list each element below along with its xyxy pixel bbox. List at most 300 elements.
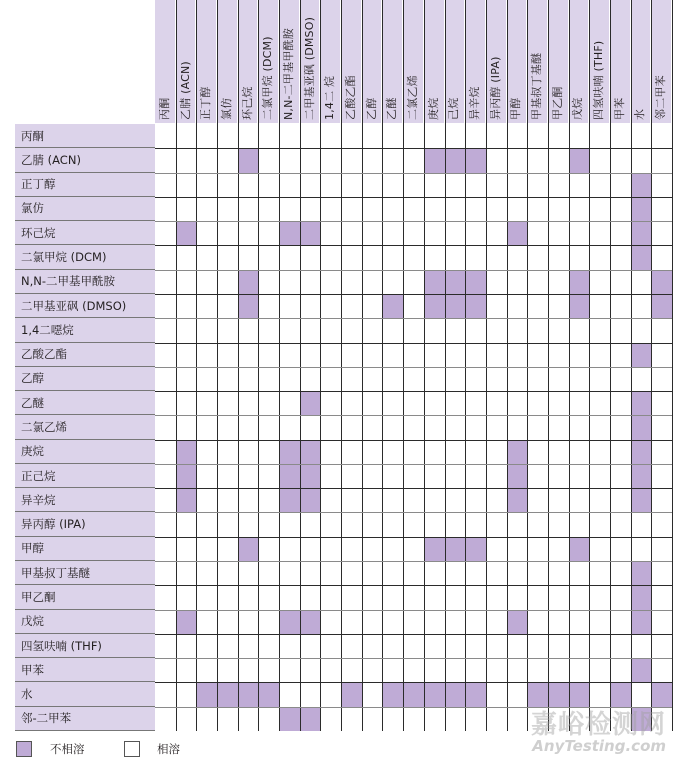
- cell-miscible: [403, 124, 424, 148]
- cell-miscible: [341, 294, 362, 318]
- column-header: [651, 0, 672, 123]
- cell-miscible: [196, 173, 217, 197]
- cell-immiscible: [424, 682, 445, 706]
- cell-miscible: [176, 270, 197, 294]
- cell-miscible: [610, 488, 631, 512]
- cell-immiscible: [300, 440, 321, 464]
- column-header: [569, 0, 590, 123]
- cell-miscible: [238, 318, 259, 342]
- cell-miscible: [320, 343, 341, 367]
- column-header-label: 乙醚: [385, 97, 399, 120]
- cell-miscible: [238, 440, 259, 464]
- cell-miscible: [403, 148, 424, 172]
- cell-miscible: [631, 270, 652, 294]
- cell-miscible: [155, 488, 176, 512]
- cell-miscible: [424, 512, 445, 536]
- grid-vline: [424, 0, 425, 731]
- cell-miscible: [589, 245, 610, 269]
- column-header-label: 异辛烷: [468, 86, 482, 120]
- grid-vline: [176, 0, 177, 731]
- cell-miscible: [196, 391, 217, 415]
- cell-miscible: [238, 343, 259, 367]
- cell-miscible: [589, 367, 610, 391]
- cell-miscible: [217, 221, 238, 245]
- cell-immiscible: [238, 294, 259, 318]
- column-header: [196, 0, 217, 123]
- cell-miscible: [548, 318, 569, 342]
- cell-immiscible: [238, 270, 259, 294]
- column-header-label: 甲醇: [509, 97, 523, 120]
- cell-immiscible: [341, 682, 362, 706]
- cell-miscible: [341, 512, 362, 536]
- cell-miscible: [507, 512, 528, 536]
- cell-miscible: [424, 488, 445, 512]
- cell-miscible: [217, 610, 238, 634]
- cell-miscible: [238, 464, 259, 488]
- cell-miscible: [548, 634, 569, 658]
- cell-miscible: [445, 707, 466, 731]
- cell-miscible: [176, 245, 197, 269]
- column-header: [631, 0, 652, 123]
- cell-miscible: [445, 318, 466, 342]
- grid-hline: [155, 658, 672, 659]
- cell-miscible: [217, 391, 238, 415]
- cell-miscible: [548, 245, 569, 269]
- cell-miscible: [341, 343, 362, 367]
- cell-miscible: [631, 537, 652, 561]
- cell-miscible: [341, 197, 362, 221]
- cell-immiscible: [176, 610, 197, 634]
- cell-miscible: [176, 415, 197, 439]
- cell-miscible: [382, 610, 403, 634]
- cell-miscible: [320, 415, 341, 439]
- cell-miscible: [382, 512, 403, 536]
- cell-miscible: [548, 173, 569, 197]
- cell-miscible: [258, 318, 279, 342]
- grid-vline: [403, 0, 404, 731]
- cell-miscible: [589, 197, 610, 221]
- cell-miscible: [341, 391, 362, 415]
- cell-miscible: [403, 343, 424, 367]
- grid-hline: [155, 415, 672, 416]
- cell-miscible: [217, 318, 238, 342]
- grid-hline: [155, 440, 672, 441]
- cell-miscible: [527, 658, 548, 682]
- cell-miscible: [279, 148, 300, 172]
- cell-miscible: [651, 440, 672, 464]
- column-header: [279, 0, 300, 123]
- cell-miscible: [465, 561, 486, 585]
- row-label: 1,4二噁烷: [15, 318, 155, 342]
- column-header: [320, 0, 341, 123]
- cell-miscible: [155, 367, 176, 391]
- row-label: 甲苯: [15, 658, 155, 682]
- cell-miscible: [424, 245, 445, 269]
- cell-miscible: [217, 245, 238, 269]
- row-label: 异丙醇 (IPA): [15, 512, 155, 536]
- cell-miscible: [320, 148, 341, 172]
- cell-miscible: [403, 610, 424, 634]
- cell-miscible: [258, 488, 279, 512]
- cell-miscible: [527, 148, 548, 172]
- grid-vline: [217, 0, 218, 731]
- cell-miscible: [548, 585, 569, 609]
- cell-miscible: [341, 173, 362, 197]
- cell-miscible: [155, 610, 176, 634]
- grid-hline: [155, 391, 672, 392]
- cell-immiscible: [300, 610, 321, 634]
- cell-miscible: [403, 391, 424, 415]
- legend-miscible-swatch: [124, 741, 140, 757]
- cell-miscible: [507, 537, 528, 561]
- cell-immiscible: [445, 682, 466, 706]
- cell-miscible: [258, 294, 279, 318]
- cell-miscible: [403, 488, 424, 512]
- cell-miscible: [258, 610, 279, 634]
- grid-hline: [155, 610, 672, 611]
- cell-miscible: [362, 270, 383, 294]
- cell-miscible: [279, 124, 300, 148]
- cell-miscible: [548, 415, 569, 439]
- cell-immiscible: [631, 488, 652, 512]
- cell-immiscible: [238, 537, 259, 561]
- cell-miscible: [651, 245, 672, 269]
- cell-immiscible: [631, 245, 652, 269]
- column-header-label: 邻二甲苯: [654, 75, 668, 120]
- cell-miscible: [424, 707, 445, 731]
- row-label: 乙醚: [15, 391, 155, 415]
- cell-miscible: [362, 294, 383, 318]
- cell-miscible: [320, 440, 341, 464]
- cell-miscible: [465, 440, 486, 464]
- cell-miscible: [527, 634, 548, 658]
- cell-miscible: [465, 173, 486, 197]
- cell-immiscible: [651, 294, 672, 318]
- grid-hline: [155, 585, 672, 586]
- cell-miscible: [300, 318, 321, 342]
- cell-miscible: [424, 391, 445, 415]
- cell-miscible: [300, 245, 321, 269]
- cell-miscible: [382, 634, 403, 658]
- cell-miscible: [196, 148, 217, 172]
- cell-immiscible: [217, 682, 238, 706]
- cell-miscible: [589, 343, 610, 367]
- column-header: [341, 0, 362, 123]
- cell-immiscible: [631, 561, 652, 585]
- cell-miscible: [569, 585, 590, 609]
- grid-vline: [569, 0, 570, 731]
- cell-miscible: [176, 658, 197, 682]
- cell-immiscible: [631, 221, 652, 245]
- cell-miscible: [217, 124, 238, 148]
- cell-miscible: [486, 682, 507, 706]
- column-header-label: 四氢呋喃 (THF): [592, 40, 606, 120]
- grid-vline: [279, 0, 280, 731]
- cell-miscible: [176, 173, 197, 197]
- cell-miscible: [258, 512, 279, 536]
- cell-miscible: [320, 682, 341, 706]
- cell-miscible: [527, 537, 548, 561]
- column-header-label: 戊烷: [571, 97, 585, 120]
- cell-miscible: [176, 318, 197, 342]
- cell-miscible: [362, 658, 383, 682]
- cell-immiscible: [445, 537, 466, 561]
- cell-miscible: [217, 173, 238, 197]
- grid-hline: [155, 318, 672, 319]
- cell-miscible: [610, 318, 631, 342]
- cell-miscible: [424, 367, 445, 391]
- cell-miscible: [569, 512, 590, 536]
- cell-immiscible: [279, 221, 300, 245]
- cell-miscible: [238, 707, 259, 731]
- cell-miscible: [382, 197, 403, 221]
- cell-miscible: [279, 294, 300, 318]
- cell-miscible: [258, 561, 279, 585]
- cell-miscible: [465, 488, 486, 512]
- cell-miscible: [569, 173, 590, 197]
- cell-miscible: [610, 343, 631, 367]
- cell-miscible: [589, 270, 610, 294]
- cell-miscible: [155, 124, 176, 148]
- cell-miscible: [465, 512, 486, 536]
- cell-miscible: [382, 707, 403, 731]
- grid-vline: [548, 0, 549, 731]
- cell-immiscible: [465, 682, 486, 706]
- grid-vline: [258, 0, 259, 731]
- column-header: [217, 0, 238, 123]
- cell-immiscible: [507, 464, 528, 488]
- cell-miscible: [631, 124, 652, 148]
- cell-miscible: [465, 585, 486, 609]
- cell-miscible: [362, 464, 383, 488]
- cell-miscible: [155, 561, 176, 585]
- cell-miscible: [155, 318, 176, 342]
- cell-miscible: [382, 440, 403, 464]
- cell-miscible: [465, 415, 486, 439]
- cell-miscible: [527, 512, 548, 536]
- cell-miscible: [651, 561, 672, 585]
- cell-miscible: [424, 221, 445, 245]
- cell-miscible: [320, 634, 341, 658]
- column-header: [610, 0, 631, 123]
- cell-miscible: [341, 488, 362, 512]
- cell-miscible: [651, 197, 672, 221]
- cell-miscible: [196, 124, 217, 148]
- cell-immiscible: [569, 294, 590, 318]
- cell-miscible: [548, 270, 569, 294]
- cell-miscible: [486, 707, 507, 731]
- column-header-label: 乙酸乙酯: [343, 75, 357, 120]
- cell-miscible: [196, 512, 217, 536]
- cell-miscible: [403, 440, 424, 464]
- cell-miscible: [238, 221, 259, 245]
- grid-hline: [155, 512, 672, 513]
- cell-miscible: [238, 391, 259, 415]
- row-label: 四氢呋喃 (THF): [15, 634, 155, 658]
- grid-vline: [651, 0, 652, 731]
- cell-miscible: [445, 415, 466, 439]
- cell-miscible: [155, 245, 176, 269]
- cell-miscible: [507, 343, 528, 367]
- grid-hline: [155, 537, 672, 538]
- legend-immiscible-swatch: [16, 741, 32, 757]
- watermark-en: AnyTesting.com: [532, 737, 666, 755]
- column-header-label: 异丙醇 (IPA): [488, 56, 502, 120]
- cell-miscible: [320, 464, 341, 488]
- cell-miscible: [196, 294, 217, 318]
- cell-miscible: [155, 391, 176, 415]
- cell-miscible: [465, 391, 486, 415]
- cell-miscible: [486, 343, 507, 367]
- column-header: [507, 0, 528, 123]
- cell-miscible: [507, 658, 528, 682]
- cell-miscible: [651, 415, 672, 439]
- cell-miscible: [651, 585, 672, 609]
- cell-miscible: [465, 221, 486, 245]
- cell-miscible: [651, 148, 672, 172]
- cell-miscible: [217, 464, 238, 488]
- cell-miscible: [589, 173, 610, 197]
- cell-miscible: [300, 682, 321, 706]
- cell-miscible: [548, 197, 569, 221]
- cell-miscible: [196, 707, 217, 731]
- cell-miscible: [258, 173, 279, 197]
- cell-miscible: [258, 148, 279, 172]
- column-header-label: N,N-二甲基甲酰胺: [281, 28, 295, 120]
- cell-miscible: [610, 585, 631, 609]
- cell-miscible: [465, 318, 486, 342]
- cell-miscible: [217, 415, 238, 439]
- cell-miscible: [486, 537, 507, 561]
- cell-immiscible: [631, 658, 652, 682]
- cell-miscible: [631, 318, 652, 342]
- cell-miscible: [382, 415, 403, 439]
- cell-immiscible: [300, 221, 321, 245]
- cell-miscible: [300, 537, 321, 561]
- grid-hline: [155, 148, 672, 149]
- cell-miscible: [258, 343, 279, 367]
- cell-miscible: [631, 512, 652, 536]
- cell-miscible: [238, 124, 259, 148]
- cell-immiscible: [651, 270, 672, 294]
- cell-miscible: [569, 318, 590, 342]
- row-label: 氯仿: [15, 197, 155, 221]
- cell-miscible: [548, 488, 569, 512]
- cell-immiscible: [382, 682, 403, 706]
- cell-miscible: [362, 318, 383, 342]
- cell-miscible: [589, 318, 610, 342]
- row-label: 二甲基亚砜 (DMSO): [15, 294, 155, 318]
- cell-miscible: [651, 367, 672, 391]
- column-header-label: 己烷: [447, 97, 461, 120]
- cell-miscible: [238, 610, 259, 634]
- cell-miscible: [486, 561, 507, 585]
- cell-miscible: [569, 343, 590, 367]
- cell-miscible: [238, 415, 259, 439]
- cell-miscible: [445, 634, 466, 658]
- cell-miscible: [486, 610, 507, 634]
- cell-miscible: [300, 270, 321, 294]
- cell-miscible: [507, 367, 528, 391]
- cell-miscible: [424, 343, 445, 367]
- cell-miscible: [527, 124, 548, 148]
- cell-miscible: [651, 391, 672, 415]
- cell-miscible: [548, 148, 569, 172]
- cell-miscible: [258, 124, 279, 148]
- cell-miscible: [155, 221, 176, 245]
- cell-miscible: [569, 634, 590, 658]
- cell-miscible: [196, 585, 217, 609]
- cell-miscible: [238, 658, 259, 682]
- cell-miscible: [445, 658, 466, 682]
- cell-miscible: [424, 318, 445, 342]
- cell-miscible: [486, 197, 507, 221]
- cell-miscible: [424, 585, 445, 609]
- cell-miscible: [176, 367, 197, 391]
- cell-immiscible: [631, 343, 652, 367]
- cell-miscible: [610, 173, 631, 197]
- column-header: [155, 0, 176, 123]
- grid-hline: [155, 270, 672, 271]
- cell-miscible: [589, 658, 610, 682]
- cell-miscible: [382, 585, 403, 609]
- cell-miscible: [486, 221, 507, 245]
- cell-miscible: [362, 561, 383, 585]
- column-header: [238, 0, 259, 123]
- cell-miscible: [465, 464, 486, 488]
- column-header-label: 甲苯: [612, 97, 626, 120]
- cell-miscible: [527, 610, 548, 634]
- cell-immiscible: [279, 610, 300, 634]
- cell-miscible: [507, 294, 528, 318]
- cell-miscible: [610, 561, 631, 585]
- cell-miscible: [548, 343, 569, 367]
- cell-miscible: [610, 148, 631, 172]
- cell-miscible: [341, 707, 362, 731]
- grid-vline: [445, 0, 446, 731]
- cell-miscible: [238, 367, 259, 391]
- cell-miscible: [569, 464, 590, 488]
- cell-miscible: [300, 634, 321, 658]
- cell-miscible: [320, 245, 341, 269]
- column-header: [403, 0, 424, 123]
- column-header-label: 甲乙酮: [550, 86, 564, 120]
- cell-miscible: [362, 440, 383, 464]
- cell-miscible: [196, 197, 217, 221]
- cell-miscible: [300, 173, 321, 197]
- cell-immiscible: [176, 464, 197, 488]
- cell-miscible: [403, 561, 424, 585]
- cell-immiscible: [424, 294, 445, 318]
- cell-miscible: [548, 391, 569, 415]
- cell-immiscible: [279, 440, 300, 464]
- cell-miscible: [589, 512, 610, 536]
- cell-miscible: [341, 561, 362, 585]
- cell-miscible: [320, 610, 341, 634]
- grid-hline: [155, 245, 672, 246]
- cell-miscible: [610, 634, 631, 658]
- grid-vline: [589, 0, 590, 731]
- cell-miscible: [341, 464, 362, 488]
- cell-miscible: [196, 221, 217, 245]
- row-label: 环己烷: [15, 221, 155, 245]
- cell-miscible: [320, 658, 341, 682]
- column-header-label: 环己烷: [240, 86, 254, 120]
- cell-miscible: [651, 610, 672, 634]
- cell-immiscible: [176, 440, 197, 464]
- row-label: N,N-二甲基甲酰胺: [15, 270, 155, 294]
- cell-miscible: [155, 148, 176, 172]
